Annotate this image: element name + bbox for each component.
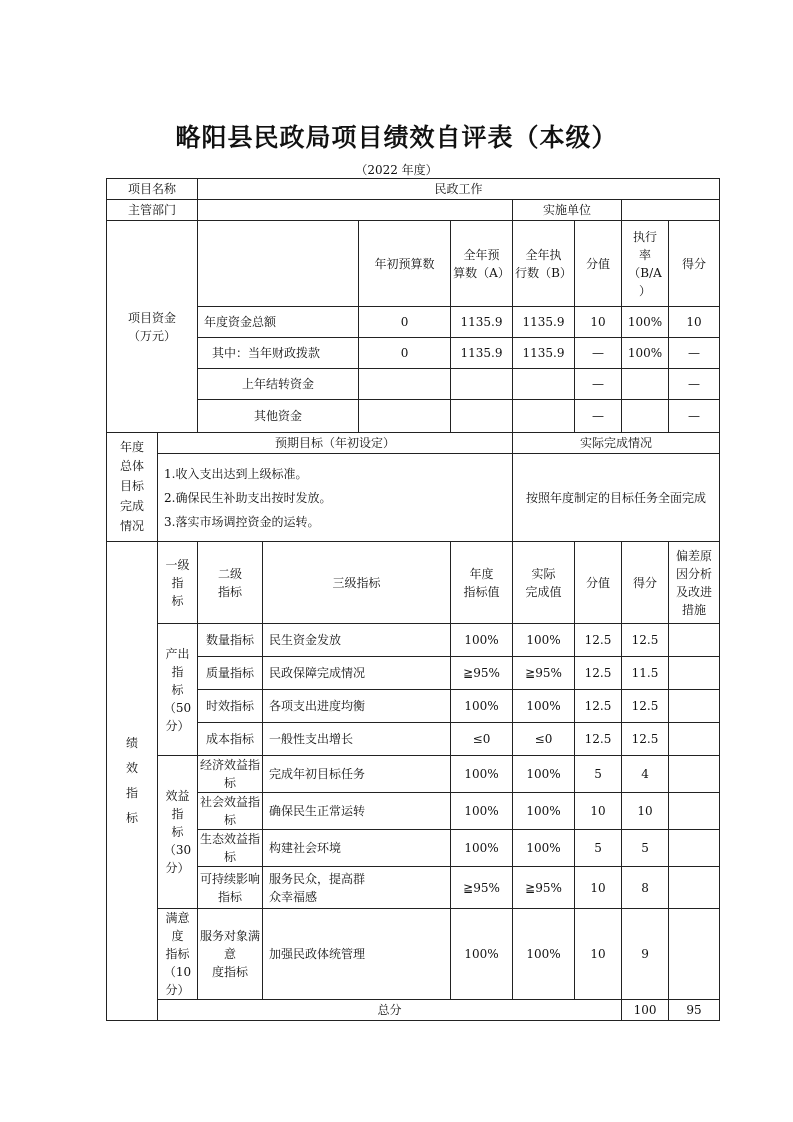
perf-side-line2: 效 <box>125 760 138 775</box>
perf-value: 5 <box>575 830 622 867</box>
perf-level2: 成本指标 <box>198 723 263 756</box>
goals-side-line4: 完成 <box>119 498 144 513</box>
perf-group-satisfaction <box>158 909 198 1000</box>
perf-reason <box>669 624 720 657</box>
perf-row <box>107 624 720 657</box>
perf-row <box>107 793 720 830</box>
perf-section-label <box>107 542 158 1021</box>
header-perf-score: 得分 <box>622 542 669 624</box>
perf-reason <box>669 867 720 909</box>
goals-expected-header: 预期目标（年初设定） <box>158 433 513 454</box>
perf-level3: 完成年初目标任务 <box>263 756 451 793</box>
goals-header-row <box>107 433 720 454</box>
group-name-line3: （10 分） <box>163 965 192 997</box>
perf-value: 12.5 <box>575 690 622 723</box>
header-level3: 三级指标 <box>263 542 451 624</box>
perf-actual: 100% <box>513 690 575 723</box>
goals-side-line2: 总体 <box>119 459 144 474</box>
group-name-line2: 标 <box>171 825 184 839</box>
perf-level3: 民生资金发放 <box>263 624 451 657</box>
funds-row-score: — <box>669 338 720 369</box>
header-annual-budget <box>451 221 513 307</box>
perf-reason <box>669 756 720 793</box>
funds-row <box>107 369 720 400</box>
perf-row <box>107 723 720 756</box>
goals-side-line1: 年度 <box>119 439 144 454</box>
header-annual-exec-line2: 行数（B） <box>515 265 572 280</box>
perf-score: 10 <box>622 793 669 830</box>
funds-row-exec: 1135.9 <box>513 307 575 338</box>
header-exec-rate-line2: 率 <box>639 247 652 262</box>
perf-level2-line1: 可持续影响 <box>200 871 261 886</box>
goal-item: 2.确保民生补助支出按时发放。 <box>164 490 332 505</box>
perf-row <box>107 830 720 867</box>
header-annual-exec-line1: 全年执 <box>525 247 562 262</box>
header-exec-rate-line3: （B/A <box>628 265 662 280</box>
perf-level2: 社会效益指标 <box>198 793 263 830</box>
goals-section-label <box>107 433 158 542</box>
funds-row-rate <box>622 369 669 400</box>
header-reason-line4: 措施 <box>682 602 707 617</box>
funds-row-exec <box>513 369 575 400</box>
header-level2-line2: 指标 <box>218 584 243 599</box>
goals-content-row <box>107 454 720 542</box>
header-target <box>451 542 513 624</box>
perf-level2-line1: 服务对象满意 <box>200 929 261 961</box>
header-initial-budget: 年初预算数 <box>359 221 451 307</box>
header-exec-rate <box>622 221 669 307</box>
unit-label: 实施单位 <box>513 200 622 221</box>
perf-value: 5 <box>575 756 622 793</box>
perf-score: 12.5 <box>622 624 669 657</box>
perf-score: 4 <box>622 756 669 793</box>
funds-row <box>107 338 720 369</box>
perf-side-line3: 指 <box>125 786 138 800</box>
perf-reason <box>669 690 720 723</box>
funds-row <box>107 307 720 338</box>
header-target-line1: 年度 <box>469 566 494 581</box>
funds-row-rate: 100% <box>622 307 669 338</box>
perf-actual: ≧95% <box>513 867 575 909</box>
funds-section-label <box>107 221 198 433</box>
evaluation-table <box>106 178 720 1021</box>
funds-row-exec: 1135.9 <box>513 338 575 369</box>
perf-level2-line2: 指标 <box>218 889 243 904</box>
funds-row-exec <box>513 400 575 433</box>
total-score: 95 <box>669 1000 720 1021</box>
group-name-line2: 标 <box>171 682 184 697</box>
perf-level2 <box>198 909 263 1000</box>
perf-actual: ≧95% <box>513 657 575 690</box>
funds-row-label: 上年结转资金 <box>198 369 359 400</box>
perf-level3 <box>263 867 451 909</box>
perf-level2: 生态效益指标 <box>198 830 263 867</box>
funds-header-row <box>107 221 720 307</box>
header-annual-budget-line1: 全年预 <box>463 247 500 262</box>
header-level1-line2: 标 <box>171 593 184 608</box>
header-target-line2: 指标值 <box>463 584 500 599</box>
funds-row-annual <box>451 369 513 400</box>
perf-target: ≧95% <box>451 867 513 909</box>
funds-row-score: — <box>669 369 720 400</box>
unit-value <box>622 200 720 221</box>
perf-actual: 100% <box>513 830 575 867</box>
perf-level2: 数量指标 <box>198 624 263 657</box>
perf-target: 100% <box>451 793 513 830</box>
header-reason <box>669 542 720 624</box>
perf-level3: 确保民生正常运转 <box>263 793 451 830</box>
header-reason-line3: 及改进 <box>676 584 713 599</box>
total-row <box>107 1000 720 1021</box>
funds-row-initial <box>359 400 451 433</box>
perf-value: 10 <box>575 867 622 909</box>
funds-row-score: 10 <box>669 307 720 338</box>
perf-side-line4: 标 <box>125 811 138 826</box>
funds-row-label: 其他资金 <box>198 400 359 433</box>
perf-level3: 加强民政体统管理 <box>263 909 451 1000</box>
header-level2 <box>198 542 263 624</box>
funds-row-value: — <box>575 369 622 400</box>
funds-row-rate: 100% <box>622 338 669 369</box>
funds-row-initial: 0 <box>359 338 451 369</box>
perf-row <box>107 756 720 793</box>
project-name-row <box>107 179 720 200</box>
dept-value <box>198 200 513 221</box>
header-exec-rate-line1: 执行 <box>633 229 658 244</box>
funds-row-rate <box>622 400 669 433</box>
perf-reason <box>669 793 720 830</box>
perf-score: 11.5 <box>622 657 669 690</box>
perf-level2 <box>198 867 263 909</box>
header-level2-line1: 二级 <box>218 566 243 581</box>
total-value: 100 <box>622 1000 669 1021</box>
perf-level2: 质量指标 <box>198 657 263 690</box>
perf-level3: 各项支出进度均衡 <box>263 690 451 723</box>
perf-level3: 一般性支出增长 <box>263 723 451 756</box>
perf-level3: 民政保障完成情况 <box>263 657 451 690</box>
perf-value: 10 <box>575 909 622 1000</box>
perf-value: 12.5 <box>575 723 622 756</box>
group-name-line2: 指标 <box>165 947 190 961</box>
header-score-value: 分值 <box>575 221 622 307</box>
group-name-line1: 满意度 <box>165 911 190 943</box>
group-name-line3: （50 分） <box>163 700 192 733</box>
year-label: （2022 年度） <box>355 163 438 177</box>
funds-label-line2: （万元） <box>128 328 177 343</box>
perf-level3-line2: 众幸福感 <box>269 889 318 904</box>
perf-row <box>107 657 720 690</box>
perf-level3: 构建社会环境 <box>263 830 451 867</box>
header-reason-line1: 偏差原 <box>676 548 713 563</box>
perf-row <box>107 690 720 723</box>
funds-row-label: 其中：当年财政拨款 <box>198 338 359 369</box>
goals-side-line3: 目标 <box>119 479 144 494</box>
perf-target: 100% <box>451 690 513 723</box>
funds-row-value: 10 <box>575 307 622 338</box>
project-name-value: 民政工作 <box>198 179 720 200</box>
funds-row-value: — <box>575 338 622 369</box>
goal-item: 3.落实市场调控资金的运转。 <box>164 514 320 529</box>
header-actual <box>513 542 575 624</box>
perf-value: 12.5 <box>575 624 622 657</box>
header-annual-exec <box>513 221 575 307</box>
perf-actual: 100% <box>513 793 575 830</box>
department-row <box>107 200 720 221</box>
perf-reason <box>669 830 720 867</box>
perf-target: ≧95% <box>451 657 513 690</box>
header-exec-rate-line4: ） <box>639 283 652 298</box>
perf-row <box>107 867 720 909</box>
perf-target: 100% <box>451 756 513 793</box>
header-level1 <box>158 542 198 624</box>
page-title: 略阳县民政局项目绩效自评表（本级） <box>175 123 618 152</box>
perf-actual: 100% <box>513 624 575 657</box>
perf-level2-line2: 度指标 <box>212 965 249 979</box>
funds-row-annual <box>451 400 513 433</box>
perf-actual: 100% <box>513 756 575 793</box>
goals-actual-header: 实际完成情况 <box>513 433 720 454</box>
group-name-line1: 效益指 <box>165 789 190 821</box>
funds-row-initial: 0 <box>359 307 451 338</box>
header-annual-budget-line2: 算数（A） <box>453 265 510 280</box>
perf-target: 100% <box>451 624 513 657</box>
dept-label: 主管部门 <box>107 200 198 221</box>
perf-level2: 经济效益指标 <box>198 756 263 793</box>
perf-target: 100% <box>451 909 513 1000</box>
perf-row <box>107 909 720 1000</box>
header-score: 得分 <box>669 221 720 307</box>
header-level1-line1: 一级指 <box>165 557 190 590</box>
funds-row-score: — <box>669 400 720 433</box>
perf-reason <box>669 909 720 1000</box>
goals-side-line5: 情况 <box>119 518 144 533</box>
perf-target: 100% <box>451 830 513 867</box>
group-name-line3: （30 分） <box>163 843 192 875</box>
total-label: 总分 <box>158 1000 622 1021</box>
perf-actual: 100% <box>513 909 575 1000</box>
perf-reason <box>669 723 720 756</box>
perf-score: 12.5 <box>622 690 669 723</box>
header-value: 分值 <box>575 542 622 624</box>
project-name-label: 项目名称 <box>107 179 198 200</box>
funds-row-label: 年度资金总额 <box>198 307 359 338</box>
perf-value: 10 <box>575 793 622 830</box>
goals-expected-list <box>158 454 513 542</box>
perf-score: 8 <box>622 867 669 909</box>
perf-level2: 时效指标 <box>198 690 263 723</box>
funds-row-annual: 1135.9 <box>451 338 513 369</box>
perf-value: 12.5 <box>575 657 622 690</box>
perf-target: ≤0 <box>451 723 513 756</box>
header-actual-line1: 实际 <box>531 566 556 581</box>
funds-header-blank <box>198 221 359 307</box>
perf-group-output <box>158 624 198 756</box>
perf-score: 9 <box>622 909 669 1000</box>
perf-header-row <box>107 542 720 624</box>
goals-actual-text: 按照年度制定的目标任务全面完成 <box>513 454 720 542</box>
perf-group-benefit <box>158 756 198 909</box>
perf-actual: ≤0 <box>513 723 575 756</box>
funds-row-initial <box>359 369 451 400</box>
group-name-line1: 产出指 <box>165 646 190 679</box>
perf-score: 5 <box>622 830 669 867</box>
funds-label-line1: 项目资金 <box>128 310 177 325</box>
header-actual-line2: 完成值 <box>525 584 562 599</box>
header-reason-line2: 因分析 <box>676 566 713 581</box>
perf-side-line1: 绩 <box>125 735 138 750</box>
perf-reason <box>669 657 720 690</box>
perf-score: 12.5 <box>622 723 669 756</box>
funds-row <box>107 400 720 433</box>
funds-row-annual: 1135.9 <box>451 307 513 338</box>
goal-item: 1.收入支出达到上级标准。 <box>164 466 308 481</box>
funds-row-value: — <box>575 400 622 433</box>
perf-level3-line1: 服务民众，提高群 <box>269 871 366 886</box>
